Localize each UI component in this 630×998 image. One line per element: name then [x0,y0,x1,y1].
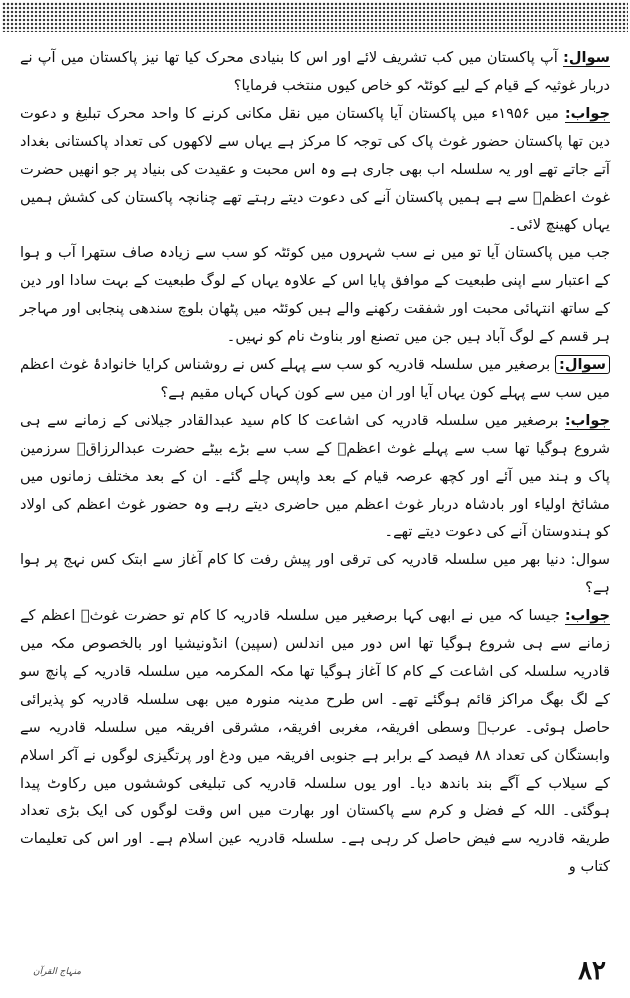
paragraph-7 [20,602,610,881]
paragraph-text: برصغیر میں سلسلہ قادریہ کو سب سے پہلے کس نے روشناس کرایا خانوادۂ غوث اعظم میں سب سے پہلے کون یہاں آیا اور ان میں سے کون کہاں کہاں مقیم ہے؟ [20,355,610,401]
paragraph-5 [20,407,610,547]
paragraph-text: میں ۱۹۵۶ء میں پاکستان آیا پاکستان میں نقل مکانی کرنے کا واحد محرک تبلیغ و دعوت دین تھا پاکستان حضور غوث پاک کی توجہ کا مرکز ہے یہاں سے لاکھوں کی تعداد پاکستانی بغداد آتے جاتے تھے اور یہ سلسلہ اب بھی جاری ہے وہ اس محبت و عقیدت کی بنیاد پر جو انھیں حضرت غوث اعظمؒ سے ہے ہمیں پاکستان آنے کی دعوت دیتے رہتے تھے چنانچہ پاکستان کی کشش ہمیں یہاں کھینچ لائی۔ [20,104,610,234]
paragraph-text: جیسا کہ میں نے ابھی کہا برصغیر میں سلسلہ قادریہ کا کام تو حضرت غوثؒ اعظم کے زمانے سے ہی شروع ہوگیا تھا اس دور میں اندلس (سپین) انڈونیشیا اور بالخصوص مکہ میں قادریہ سلسلہ کی اشاعت کے کام کا آغاز ہوگیا تھا مکہ المکرمہ میں سلسلہ قادریہ کے پانچ سو کے لگ بھگ مراکز قائم ہوگئے تھے۔ اس طرح مدینہ منورہ میں بھی سلسلہ قادریہ کو پذیرائی حاصل ہوئی۔ عربؒ وسطی افریقہ، مغربی افریقہ، مشرقی افریقہ میں سلسلہ قادریہ سے وابستگان کی تعداد ۸۸ فیصد کے برابر ہے جنوبی افریقہ میں ودغ اور پرتگیزی لوگوں نے آکر اسلام کے سیلاب کے آگے بند باندھ دیا۔ اور یوں سلسلہ قادریہ کی تبلیغی کوششوں میں رکاوٹ پیدا ہوگئی۔ اللہ کے فضل و کرم سے پاکستان اور بھارت میں اس وقت لوگوں کی ایک بڑی تعداد طریقہ قادریہ سے فیض حاصل کر رہی ہے۔ سلسلہ قادریہ عین اسلام ہے۔ اور اس کی تعلیمات کتاب و [20,607,610,876]
paragraph-1 [20,44,610,100]
paragraph-6 [20,546,610,602]
main-text [20,44,610,944]
dotted-header-border [2,2,628,32]
paragraph-text: جب میں پاکستان آیا تو میں نے سب شہروں میں کوئٹہ کو سب سے زیادہ صاف ستھرا آب و ہوا کے اعتبار سے اپنی طبعیت کے موافق پایا اس کے علاوہ یہاں کے لوگ طبعیت کے بہت سادا اور دین کے ساتھ انتہائی محبت اور شفقت رکھنے والے ہیں کوئٹہ میں پٹھان بلوچ سندھی پنجابی اور مہاجر ہر قسم کے لوگ آباد ہیں جن میں تصنع اور بناوٹ نام کو نہیں۔ [20,244,610,346]
answer-label: جواب: [564,104,611,122]
page-number: ۸۲ [578,956,606,986]
paragraph-text: برصغیر میں سلسلہ قادریہ کی اشاعت کا کام سید عبدالقادر جیلانی کے زمانے سے ہی شروع ہوگیا تھا سب سے پہلے غوث اعظمؒ کے سب سے بڑے بیٹے حضرت عبدالرزاقؒ سرزمین پاک و ہند میں آئے اور کچھ عرصہ قیام کے بعد واپس چلے گئے۔ ان کے بعد مختلف زمانوں میں مشائخ اولیاء اور بادشاہ دربار غوث اعظم میں حاضری دیتے رہے وہ حضور غوث اعظم کی اولاد کو ہندوستان آنے کی دعوت دیتے تھے۔ [20,411,610,541]
question-label: سوال: [570,551,610,569]
paragraph-4 [20,351,610,407]
question-label: سوال: [563,49,611,66]
paragraph-3 [20,239,610,351]
answer-label: جواب: [564,411,610,429]
publisher-logo: منہاج القرآن [32,967,82,977]
paragraph-text: دنیا بھر میں سلسلہ قادریہ کی ترقی اور پیش رفت کا کام آغاز سے ابتک کس نہج پر ہوا ہے؟ [20,551,610,597]
paragraph-text: آپ پاکستان میں کب تشریف لائے اور اس کا بنیادی محرک کیا تھا نیز پاکستان میں آپ نے دربار غوثیہ کے قیام کے لیے کوئٹہ کو خاص کیوں منتخب فرمایا؟ [20,49,610,94]
answer-label: جواب: [564,607,610,625]
paragraph-2 [20,100,610,240]
question-label: سوال: [555,355,610,374]
